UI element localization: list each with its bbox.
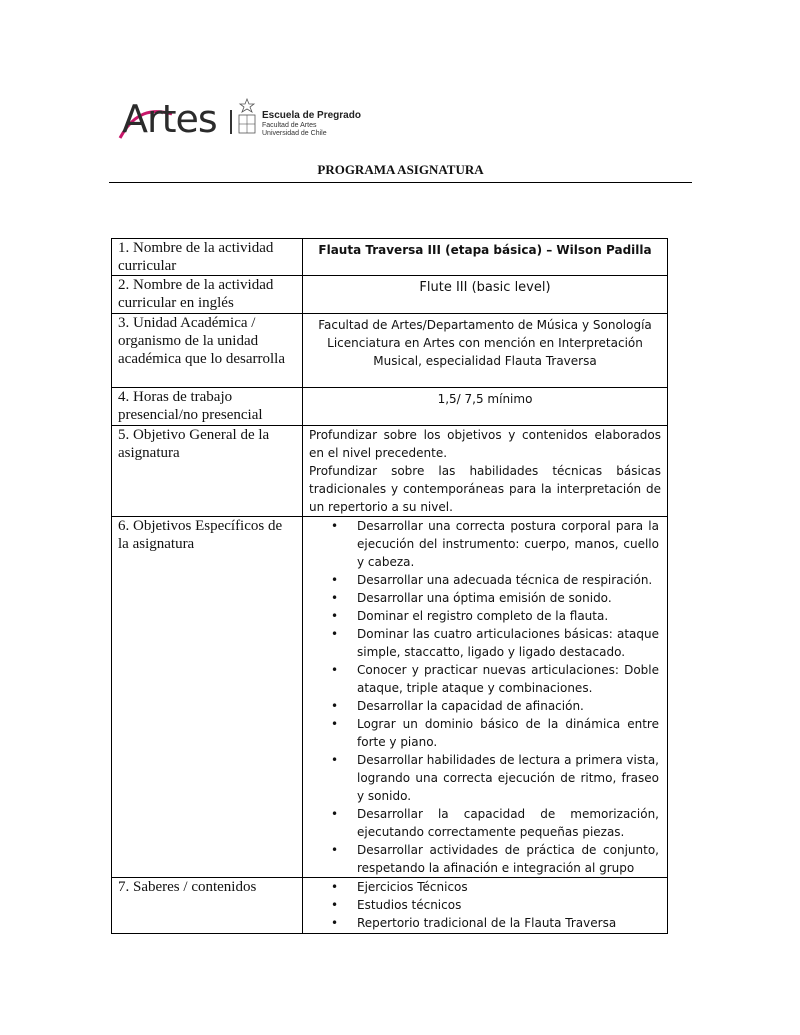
objectives-list [309,517,661,877]
academic-unit [303,314,668,388]
bullet-icon: • [331,807,339,821]
page-header [122,96,382,144]
list-item [331,805,659,841]
list-item-text: Repertorio tradicional de la Flauta Traversa [357,916,617,930]
bullet-icon: • [331,627,339,641]
list-item [331,841,659,877]
row-label: 7. Saberes / contenidos [112,878,303,934]
school-name: Escuela de Pregrado [262,110,361,121]
university-name: Universidad de Chile [262,130,327,137]
specific-objectives [303,517,668,878]
text-line: Facultad de Artes/Departamento de Música y Sonología [318,318,652,332]
table-row [112,276,668,314]
row-label: 5. Objetivo General de la asignatura [112,426,303,517]
work-hours: 1,5/ 7,5 mínimo [303,388,668,426]
list-item-text: Desarrollar una adecuada técnica de respiración. [357,573,653,587]
bullet-icon: • [331,843,339,857]
list-item-text: Desarrollar la capacidad de afinación. [357,699,584,713]
course-info-table [111,238,668,934]
list-item [331,878,659,896]
list-item [331,607,659,625]
text-line: Licenciatura en Artes con mención en Interpretación [327,336,643,350]
title-divider [109,182,692,183]
row-label: 6. Objetivos Específicos de la asignatura [112,517,303,878]
row-label: 3. Unidad Académica / organismo de la unidad académica que lo desarrolla [112,314,303,388]
bullet-icon: • [331,717,339,731]
bullet-icon: • [331,519,339,533]
general-objective [303,426,668,517]
list-item [331,625,659,661]
table-row [112,517,668,878]
document-title: PROGRAMA ASIGNATURA [317,162,484,177]
list-item-text: Dominar el registro completo de la flauta. [357,609,609,623]
list-item-text: Desarrollar habilidades de lectura a primera vista, logrando una correcta ejecución de ritmo, fraseo y sonido. [357,753,659,803]
list-item [331,697,659,715]
list-item [331,715,659,751]
list-item [331,896,659,914]
list-item [331,661,659,697]
row-label: 2. Nombre de la actividad curricular en inglés [112,276,303,314]
list-item-text: Dominar las cuatro articulaciones básicas: ataque simple, staccatto, ligado y ligado destacado. [357,627,659,659]
course-name: Flauta Traversa III (etapa básica) – Wilson Padilla [303,239,668,276]
list-item-text: Lograr un dominio básico de la dinámica entre forte y piano. [357,717,659,749]
list-item-text: Desarrollar una óptima emisión de sonido. [357,591,612,605]
artes-logo-text: Artes [122,97,217,141]
list-item-text: Conocer y practicar nuevas articulaciones: Doble ataque, triple ataque y combinaciones. [357,663,659,695]
course-name-english: Flute III (basic level) [303,276,668,314]
bullet-icon: • [331,898,339,912]
text-line: Musical, especialidad Flauta Traversa [373,354,597,368]
bullet-icon: • [331,699,339,713]
list-item [331,751,659,805]
bullet-icon: • [331,609,339,623]
list-item-text: Desarrollar actividades de práctica de conjunto, respetando la afinación e integración al grupo [357,843,659,875]
list-item [331,589,659,607]
table-row [112,388,668,426]
bullet-icon: • [331,753,339,767]
contents-list [309,878,661,932]
paragraph: Profundizar sobre las habilidades técnicas básicas tradicionales y contemporáneas para la interpretación de un repertorio a su nivel. [309,464,661,514]
bullet-icon: • [331,591,339,605]
logo-divider [230,110,232,134]
list-item [331,914,659,932]
list-item [331,571,659,589]
list-item-text: Ejercicios Técnicos [357,880,468,894]
table-row [112,426,668,517]
list-item-text: Estudios técnicos [357,898,462,912]
bullet-icon: • [331,663,339,677]
list-item-text: Desarrollar una correcta postura corporal para la ejecución del instrumento: cuerpo, manos, cuello y cabeza. [357,519,659,569]
paragraph: Profundizar sobre los objetivos y contenidos elaborados en el nivel precedente. [309,428,661,460]
table-row [112,314,668,388]
list-item [331,517,659,571]
school-info [262,110,361,138]
university-seal-icon [236,98,258,136]
contents [303,878,668,934]
table-row [112,878,668,934]
list-item-text: Desarrollar la capacidad de memorización, ejecutando correctamente pequeñas piezas. [357,807,659,839]
faculty-name: Facultad de Artes [262,122,317,129]
bullet-icon: • [331,916,339,930]
bullet-icon: • [331,880,339,894]
table-row [112,239,668,276]
row-label: 4. Horas de trabajo presencial/no presencial [112,388,303,426]
bullet-icon: • [331,573,339,587]
row-label: 1. Nombre de la actividad curricular [112,239,303,276]
